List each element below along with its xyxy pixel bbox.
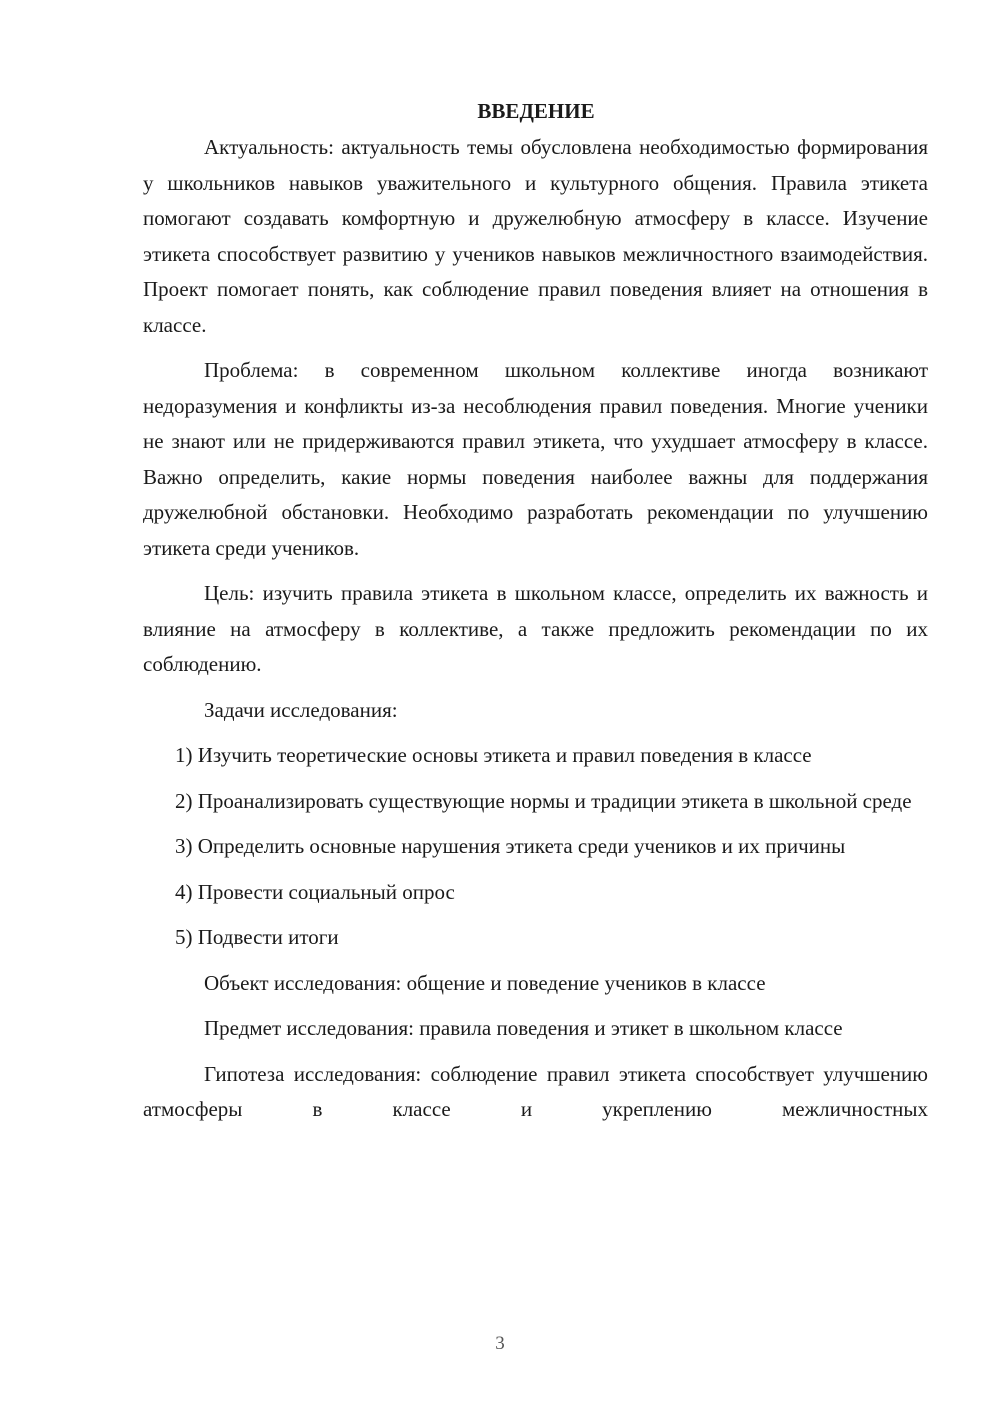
document-page	[143, 96, 928, 1138]
goal-paragraph: Цель: изучить правила этикета в школьном классе, определить их важность и влияние на атмосферу в коллективе, а также предложить рекомендации по их соблюдению.	[143, 581, 928, 676]
tasks-heading: Задачи исследования:	[204, 697, 398, 722]
page-number: 3	[495, 1333, 505, 1354]
relevance-paragraph: Актуальность: актуальность темы обусловлена необходимостью формирования у школьников навыков уважительного и культурного общения. Правила этикета помогают создавать комфортную и дружелюбную атмосферу в классе. Изучение этикета способствует развитию у учеников навыков межличностного взаимодействия. Проект помогает понять, как соблюдение правил поведения влияет на отношения в классе.	[143, 135, 928, 337]
list-item: 5) Подвести итоги	[175, 925, 339, 949]
object-paragraph: Объект исследования: общение и поведение учеников в классе	[204, 970, 766, 995]
subject-paragraph: Предмет исследования: правила поведения и этикет в школьном классе	[204, 1016, 843, 1040]
list-item: 3) Определить основные нарушения этикета среди учеников и их причины	[175, 834, 846, 858]
section-title: ВВЕДЕНИЕ	[477, 99, 595, 123]
hypothesis-paragraph: Гипотеза исследования: соблюдение правил этикета способствует улучшению атмосферы в классе и укреплению межличностных	[143, 1061, 928, 1121]
problem-paragraph: Проблема: в современном школьном коллективе иногда возникают недоразумения и конфликты из-за несоблюдения правил поведения. Многие ученики не знают или не придерживаются правил этикета, что ухудшает атмосферу в классе. Важно определить, какие нормы поведения наиболее важны для поддержания дружелюбной обстановки. Необходимо разработать рекомендации по улучшению этикета среди учеников.	[143, 358, 928, 560]
list-item: 1) Изучить теоретические основы этикета и правил поведения в классе	[175, 743, 812, 767]
tasks-list	[143, 738, 928, 956]
list-item: 4) Провести социальный опрос	[175, 879, 455, 904]
list-item: 2) Проанализировать существующие нормы и традиции этикета в школьной среде	[175, 788, 912, 813]
